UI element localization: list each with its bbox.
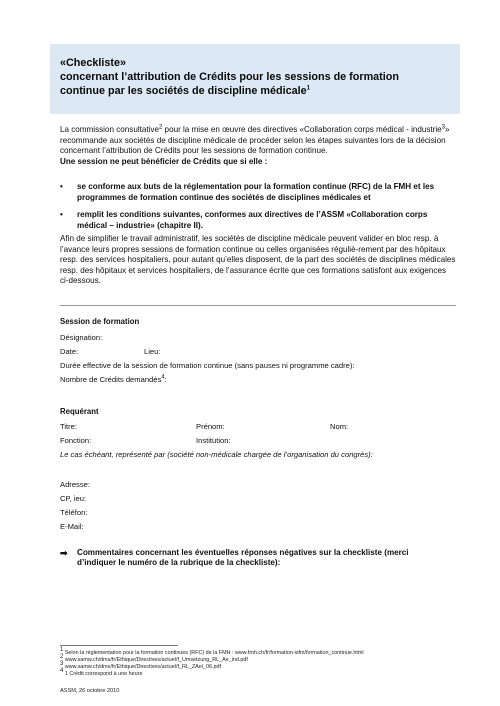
bullet-item-2: • remplit les conditions suivantes, conformes aux directives de l’ASSM «Collaboration corps médical – industrie» (chapitre II).	[60, 210, 428, 230]
footnote-ref-2: 2	[158, 124, 163, 131]
represented-by-label: Le cas échéant, représenté par (société non-médicale chargée de l’organisation du congrès):	[60, 450, 373, 459]
bullet-marker: •	[60, 182, 63, 191]
footnote-2: $^2$ www.samw.ch/dms/fr/Ethique/Directives/actuel/f_Umsetzung_RL_Ae_ind.pdf	[60, 654, 248, 663]
footnote-ref-4: 4	[161, 374, 165, 381]
bullet-marker: •	[60, 210, 63, 219]
requester-heading: Requérant	[60, 407, 99, 416]
phone-label: Téléfon:	[60, 508, 88, 517]
footnote-ref-3: 3	[441, 124, 446, 131]
intro-paragraph: La commission consultative$^2$ pour la mise en œuvre des directives «Collaboration corps médical - industrie$^3$» recommande aux sociétés de discipline médicale de procéder selon les étapes suivantes lors de la décision concernant l’attribution de Crédits pour les sessions de formation continue. Une session ne peut bénéficier de Crédits que si elle :	[60, 125, 456, 167]
duration-label: Durée effective de la session de formation continue (sans pauses ni programme cadre):	[60, 361, 355, 370]
arrow-right-icon: ➡	[60, 548, 68, 558]
designation-label: Désignation:	[60, 333, 103, 342]
last-name-label: Nom:	[330, 422, 349, 431]
footnote-ref-1: 1	[306, 85, 310, 92]
title-line-1: «Checkliste»	[60, 57, 127, 69]
lieu-label: Lieu:	[144, 347, 161, 356]
session-heading: Session de formation	[60, 317, 140, 326]
validation-paragraph: Afin de simplifier le travail administratif, les sociétés de discipline médicale peuvent valider en bloc resp. à l’avance leurs propres sessions de formation continue ou celles organisées réguliè-rement par des hôpitaux resp. des services hospitaliers, pour autant qu’elles disposent, de la part des sociétés de disciplines médicales resp. des hôpitaux et services hospitaliers, de l’assurance écrite que ces formations satisfont aux exigences ci-dessous.	[60, 234, 456, 286]
title-field-label: Titre:	[60, 422, 78, 431]
title-box	[50, 44, 460, 114]
footnote-4: $^4$ 1 Crédit correspond à une heure	[60, 668, 143, 677]
email-label: E-Mail:	[60, 522, 84, 531]
footnote-1: $^1$ Selon la réglementation pour la formation continues (RFC) de la FMH : www.fmh.ch/fr/formation-isfm/formation_continue.html	[60, 647, 364, 656]
credits-label: Nombre de Crédits demandés$^4$:	[60, 374, 167, 384]
footnote-3: $^3$ www.samw.ch/dms/fr/Ethique/Directives/actuel/f_RL_ZAel_06.pdf	[60, 661, 221, 670]
first-name-label: Prénom:	[196, 422, 225, 431]
date-label: Date:	[60, 347, 79, 356]
footnote-divider	[60, 645, 178, 646]
postcode-city-label: CP, ieu:	[60, 494, 87, 503]
title-line-2: concernant l’attribution de Crédits pour les sessions de formation	[60, 71, 399, 83]
address-label: Adresse:	[60, 480, 90, 489]
title-line-3: continue par les sociétés de discipline médicale$^1$	[60, 85, 310, 97]
session-condition-heading: Une session ne peut bénéficier de Crédits que si elle :	[60, 156, 268, 166]
document-footer: ASSM, 26 octobre 2010	[60, 688, 120, 694]
bullet-item-1: • se conforme aux buts de la réglementation pour la formation continue (RFC) de la FMH et les programmes de formation continue des sociétés de disciplines médicales et	[60, 182, 435, 202]
institution-label: Institution:	[196, 436, 231, 445]
divider	[60, 305, 456, 306]
function-label: Fonction:	[60, 436, 92, 445]
